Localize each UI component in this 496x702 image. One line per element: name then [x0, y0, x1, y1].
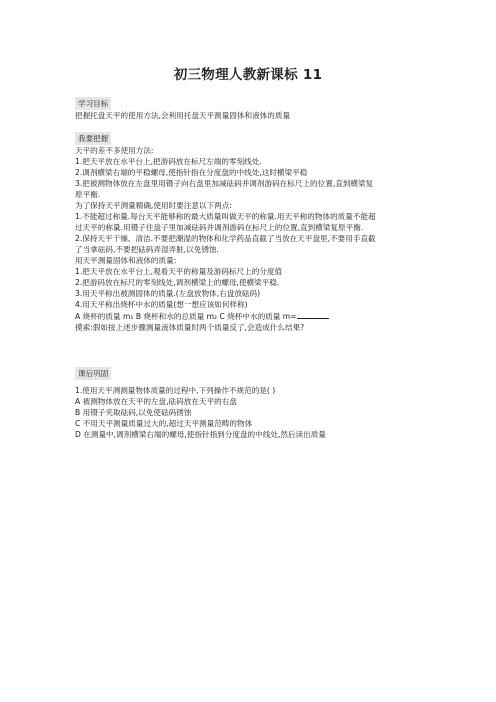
measure-step-4: 4.用天平称出烧杯中水的质量(想一想应该如何样称) [75, 300, 248, 309]
document-title: 初三物理人教新课标 11 [173, 67, 323, 83]
document-body [75, 91, 423, 440]
learning-goal-text: 把握托盘天平的使用方法,会利用托盘天平测量固体和液体的质量 [75, 111, 291, 120]
option-c: C 不用天平测量质量过大的,超过天平测量范畴的物体 [75, 419, 253, 428]
attention-1: 1.不能超过称量.每台天平能够称的最大质量叫做天平的称量.用天平称的物体的质量不能超 [75, 212, 376, 221]
fill-in-blank-prefix: A 烧杯的质量 m₁ B 烧杯和水的总质量 m₂ C 烧杯中水的质量 m= [75, 312, 297, 321]
option-d: D 在测量中,调剂横梁右端的螺母,使指针指到分度盘的中线处,然后读出质量 [75, 430, 326, 439]
step-1: 1.把天平放在水平台上,把游码放在标尺左端的零刻线处. [75, 157, 262, 166]
fill-in-blank-line [75, 310, 423, 322]
section-label-review: 课后巩固 [75, 367, 111, 380]
section-label-master: 我要把握 [75, 132, 111, 145]
attention-1-continued: 过天平的称量.用镊子往盘子里加减砝码并调剂游码在标尺上的位置,直到横梁复原平衡. [75, 223, 364, 232]
basic-usage-intro: 天平的差不多使用方法: [75, 146, 154, 155]
attention-intro: 为了保持天平测量精确,使用时要注意以下两点: [75, 201, 232, 210]
explore-question: 摸索:假如按上述步骤测量液体质量时两个质量反了,会造成什么结果? [75, 323, 305, 332]
option-a: A 被测物体放在天平的左盘,砝码放在天平的右盘 [75, 397, 237, 406]
step-2: 2.调剂横梁右端的平稳螺母,使指针指在分度盘的中线处,这时横梁平稳 [75, 168, 308, 177]
step-3: 3.把被测物体放在左盘里用镊子向右盘里加减砝码并调剂游码在标尺上的位置,直到横梁复 [75, 179, 374, 188]
step-3-continued: 原平衡. [75, 190, 101, 199]
attention-2: 2.保持天平干燥、清洁.不要把潮湿的物体和化学药品直截了当放在天平盘里,不要用手直截 [75, 234, 376, 243]
answer-blank [297, 310, 329, 319]
measure-step-3: 3.用天平称出被测固体的质量.(左盘放物体,右盘放砝码) [75, 289, 261, 298]
review-question-1: 1.使用天平测测量物体质量的过程中,下列操作不规范的是( ) [75, 386, 276, 395]
option-b: B 用镊子夹取砝码,以免使砝码锈蚀 [75, 408, 192, 417]
measure-step-2: 2.把游码放在标尺的零刻线处,调剂横梁上的螺母,使横梁平稳. [75, 278, 280, 287]
attention-2-continued: 了当拿砝码,不要把砝码弄湿弄脏,以免锈蚀. [75, 245, 219, 254]
measure-step-1: 1.把天平放在水平台上,观看天平的称量及游码标尺上的分度值 [75, 267, 283, 276]
measure-intro: 用天平测量固体和液体的质量: [75, 256, 177, 265]
section-label-learning-goal: 学习目标 [75, 97, 111, 110]
